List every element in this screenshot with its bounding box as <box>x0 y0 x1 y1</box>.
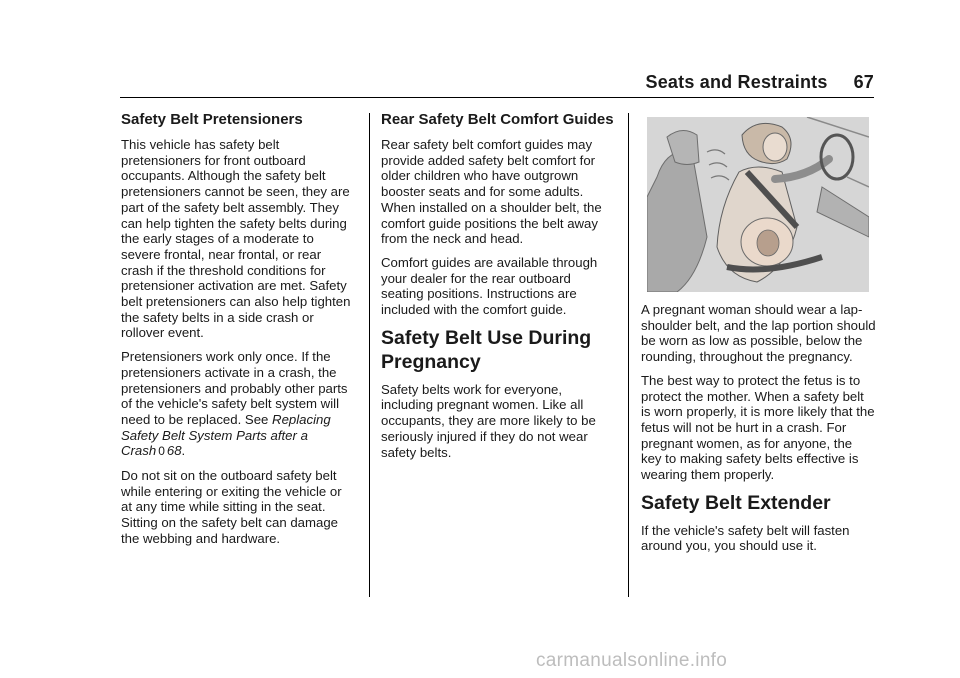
paragraph: This vehicle has safety belt pretensioners for front outboard occupants. Although the safety belt pretensioners cannot be seen, they are part of the safety belt assembly. They can help tighten the safety belts during the early stages of a moderate to severe frontal, near frontal, or rear crash if the threshold conditions for pretensioner activation are met. Safety belt pretensioners can also help tighten the safety belts in a side crash or rollover event. <box>121 137 351 341</box>
column-2 <box>381 111 617 468</box>
paragraph: Safety belts work for everyone, including pregnant women. Like all occupants, they are more likely to be seriously injured if they do not wear safety belts. <box>381 381 596 460</box>
column-divider-1 <box>369 113 370 597</box>
watermark: carmanualsonline.info <box>536 650 728 671</box>
page-number: 67 <box>853 72 874 92</box>
pregnant-woman-seatbelt-illustration <box>647 117 869 292</box>
paragraph: Do not sit on the outboard safety belt while entering or exiting the vehicle or at any time while sitting in the seat. Sitting on the safety belt can damage the webbing and hardware. <box>121 468 342 546</box>
page-ref-icon: 0 <box>158 444 165 459</box>
column-1 <box>121 111 356 555</box>
cross-reference-page[interactable]: 68 <box>166 443 182 459</box>
heading-comfort-guides: Rear Safety Belt Comfort Guides <box>381 111 614 128</box>
header-rule <box>120 97 874 98</box>
paragraph: Comfort guides are available through your dealer for the rear outboard seating positions. Instructions are included with the comfort guide. <box>381 254 598 318</box>
column-3 <box>641 111 876 562</box>
section-title: Seats and Restraints <box>645 72 828 92</box>
paragraph-end: . <box>181 443 186 459</box>
heading-belt-extender: Safety Belt Extender <box>641 491 831 514</box>
paragraph <box>121 349 356 460</box>
paragraph: A pregnant woman should wear a lap-shoulder belt, and the lap portion should be worn as low as possible, below the rounding, throughout the pregnancy. <box>641 302 876 365</box>
paragraph: Rear safety belt comfort guides may provide added safety belt comfort for older children who have outgrown booster seats and for some adults. When installed on a shoulder belt, the comfort guide positions the belt away from the neck and head. <box>381 137 602 247</box>
cross-reference-link[interactable]: Replacing Safety Belt System Parts after a Crash <box>121 411 331 459</box>
paragraph-text: Pretensioners work only once. If the pretensioners activate in a crash, the pretensioners and probably other parts of the vehicle's safety belt system will need to be replaced. See <box>121 349 348 427</box>
column-divider-2 <box>628 113 629 597</box>
paragraph: If the vehicle's safety belt will fasten around you, you should use it. <box>641 522 850 554</box>
heading-pretensioners: Safety Belt Pretensioners <box>121 111 303 128</box>
heading-pregnancy: Safety Belt Use During Pregnancy <box>381 326 592 373</box>
paragraph: The best way to protect the fetus is to protect the mother. When a safety belt is worn properly, it is more likely that the fetus will not be hurt in a crash. For pregnant women, as for anyone, the key to making safety belts effective is wearing them properly. <box>641 372 875 483</box>
running-header <box>646 72 875 93</box>
